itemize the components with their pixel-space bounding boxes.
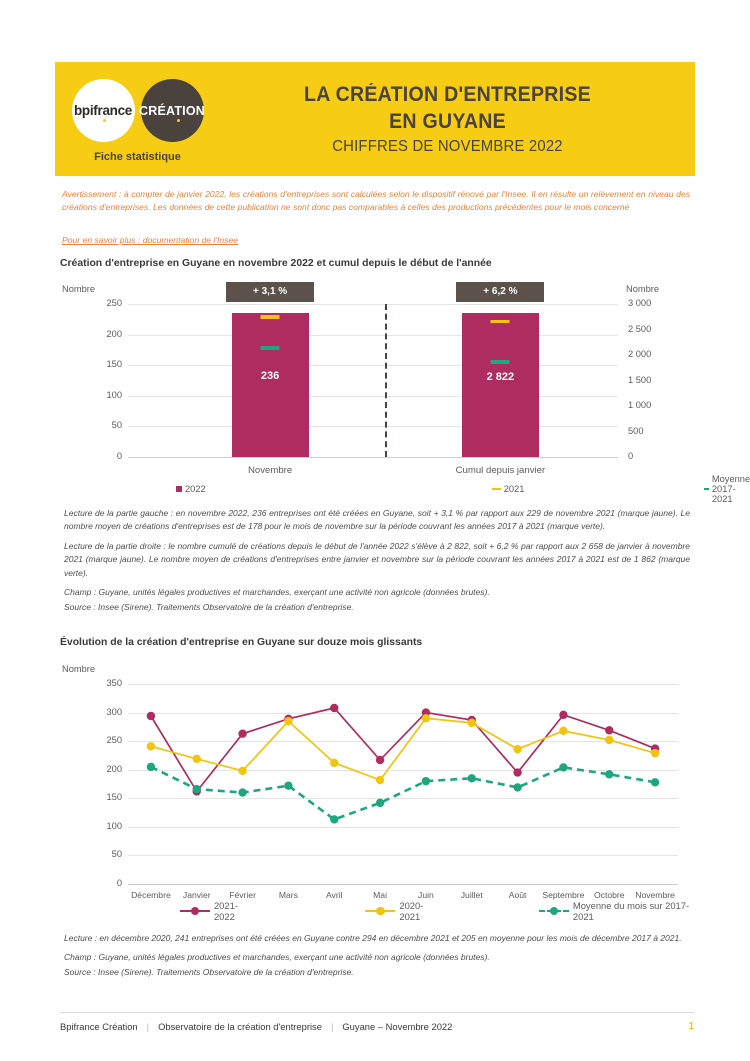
footer-region-period: Guyane – Novembre 2022 (342, 1021, 453, 1032)
chart2-tick-label: 50 (111, 849, 122, 860)
bar-chart-monthly-cumulative (60, 282, 750, 504)
chart2-category-label: Novembre (635, 890, 675, 900)
chart1-left-tick-label: 150 (106, 359, 122, 370)
chart2-category-label: Mai (373, 890, 388, 900)
chart1-right-tick-label: 2 000 (628, 349, 652, 359)
chart1-left-tick-label: 100 (106, 389, 122, 400)
chart2-data-point (193, 755, 201, 763)
chart2-data-point (147, 742, 155, 750)
note-paragraph: Lecture de la partie droite : le nombre cumulé de créations depuis le début de l'année 2022 s'élève à 2 822, soit + 6,2 % par rapport aux 2 658 de janvier à novembre 2021 (marque jaune). Le nombre moyen de créations d'entreprises entre janvier et novembre sur la période couvrant les années 2017 à 2021 est de 1 862 (marque verte). (64, 540, 690, 578)
logo-group (72, 79, 204, 142)
chart1-legend (60, 474, 750, 504)
chart2-category-label: Avril (325, 890, 343, 900)
chart2-category-label: Octobre (593, 890, 625, 900)
chart2-legend-dot-icon (550, 907, 558, 915)
chart2-tick-label: 200 (106, 763, 122, 774)
chart2-data-point (422, 777, 430, 785)
chart2-tick-label: 350 (106, 678, 122, 688)
chart2-data-point (559, 727, 567, 735)
chart1-right-tick-label: 2 500 (628, 323, 652, 334)
chart2-legend-label: 2020-2021 (399, 900, 424, 922)
chart1-legend-marker-icon (492, 488, 501, 491)
chart1-gridline (128, 335, 618, 336)
chart1-legend-label: 2022 (185, 484, 206, 494)
note-paragraph: Lecture de la partie gauche : en novembre 2022, 236 entreprises ont été créées en Guyane, soit + 3,1 % par rapport aux 229 de novembre 2021 (marque jaune). Le nombre moyen de créations d'entreprises est de 178 pour le mois de novembre sur la période couvrant les années 2017 à 2021 (marque verte). (64, 508, 690, 532)
creation-logo-dot-icon (177, 119, 180, 122)
chart2-data-point (513, 745, 521, 753)
chart1-legend-marker-icon (176, 486, 182, 492)
chart1-gridline (128, 304, 618, 305)
chart2-data-point (330, 759, 338, 767)
chart2-legend-label: Moyenne du mois sur 2017-2021 (572, 900, 690, 922)
chart2-tick-label: 0 (116, 878, 122, 888)
section1-notes (64, 507, 690, 615)
chart1-right-tick-label: 1 000 (628, 400, 652, 410)
footer-observatory: Observatoire de la création d'entreprise (158, 1021, 322, 1032)
chart2-axis-caption: Nombre (62, 664, 96, 674)
chart2-data-point (468, 774, 476, 782)
chart2-data-point (238, 788, 246, 796)
chart1-gridline (128, 426, 618, 427)
chart2-data-point (284, 782, 292, 790)
chart2-data-point (193, 785, 201, 793)
header-titles (220, 82, 695, 156)
chart2-data-point (330, 704, 338, 712)
bpifrance-logo-dot-icon (103, 119, 106, 122)
chart1-right-tick-label: 1 500 (628, 374, 652, 385)
chart1-marker-2021 (491, 320, 510, 324)
chart2-data-point (513, 783, 521, 791)
footer-brand: Bpifrance Création (60, 1021, 138, 1032)
chart2-data-point (330, 815, 338, 823)
section2-notes (64, 932, 690, 980)
insee-documentation-link[interactable]: Pour en savoir plus : documentation de l'Insee (62, 235, 239, 245)
chart2-data-point (605, 736, 613, 744)
chart2-legend-item (365, 900, 438, 922)
chart1-variation-badge: + 3,1 % (226, 282, 314, 302)
chart2-data-point (559, 711, 567, 719)
chart1-left-tick-label: 50 (111, 420, 122, 431)
chart2-data-point (238, 730, 246, 738)
chart2-data-point (376, 799, 384, 807)
chart2-series-svg (128, 684, 678, 884)
chart2-data-point (651, 778, 659, 786)
warning-notice: Avertissement : à compter de janvier 2022, les créations d'entreprises sont calculées selon le dispositif rénové par l'Insee. Il en résulte un relèvement en niveau des créations d'entreprises. Les données de cette publication ne sont donc pas comparables à celles des productions précédentes pour le mois concerné (62, 189, 690, 213)
footer-separator-2: | (330, 1021, 334, 1032)
page-footer (60, 1012, 694, 1032)
chart1-legend-marker-icon (704, 488, 709, 491)
chart1-gridline (128, 396, 618, 397)
chart2-tick-label: 100 (106, 820, 122, 831)
chart2-data-point (605, 770, 613, 778)
chart2-data-point (238, 767, 246, 775)
chart1-variation-badge: + 6,2 % (456, 282, 544, 302)
chart1-left-axis-caption: Nombre (62, 284, 96, 294)
chart2-series-line (151, 767, 655, 820)
chart2-category-label: Décembre (131, 890, 171, 900)
chart1-right-tick-label: 3 000 (628, 298, 652, 308)
chart2-tick-label: 250 (106, 735, 122, 746)
chart2-legend-item (539, 900, 694, 922)
chart1-bar-value-label: 236 (260, 370, 280, 383)
page-title-line2: EN GUYANE (389, 109, 506, 133)
chart2-category-label: Février (229, 890, 256, 900)
chart2-legend-dot-icon (376, 907, 384, 915)
chart1-bar-value-label: 2 822 (486, 370, 515, 383)
brand-subtitle: Fiche statistique (94, 151, 181, 163)
note-paragraph: Champ : Guyane, unités légales productives et marchandes, exerçant une activité non agricole (données brutes). (64, 952, 490, 963)
page-subtitle: CHIFFRES DE NOVEMBRE 2022 (332, 137, 563, 155)
creation-logo-icon (141, 79, 204, 142)
chart2-legend-label: 2021-2022 (213, 900, 238, 922)
chart1-marker-2021 (261, 315, 280, 319)
chart1-right-tick-label: 500 (628, 425, 644, 436)
chart2-data-point (559, 763, 567, 771)
line-chart-twelve-months (60, 662, 694, 922)
chart1-category-label: Novembre (247, 465, 293, 476)
chart1-marker-moyenne (261, 346, 280, 350)
chart1-category-label: Cumul depuis janvier (455, 465, 546, 476)
chart1-legend-item (176, 474, 206, 504)
chart1-marker-moyenne (491, 360, 510, 364)
chart2-category-label: Juillet (460, 890, 483, 900)
chart1-gridline (128, 365, 618, 366)
chart2-data-point (376, 756, 384, 764)
chart2-legend-dot-icon (191, 907, 199, 915)
chart1-legend-label: 2021 (503, 484, 525, 494)
chart2-data-point (513, 768, 521, 776)
chart2-data-point (284, 717, 292, 725)
bpifrance-logo-text: bpifrance (73, 103, 133, 118)
chart2-data-point (422, 714, 430, 722)
note-paragraph: Lecture : en décembre 2020, 241 entreprises ont été créées en Guyane contre 294 en décembre 2021 et 205 en moyenne pour les mois de décembre 2017 à 2021. (64, 933, 682, 943)
note-paragraph: Source : Insee (Sirene). Traitements Observatoire de la création d'entreprise. (64, 601, 354, 612)
chart2-data-point (468, 719, 476, 727)
chart1-left-tick-label: 250 (106, 298, 122, 308)
chart2-tick-label: 300 (106, 706, 122, 717)
chart1-bar (232, 313, 309, 457)
chart1-left-tick-label: 0 (116, 451, 122, 461)
chart2-data-point (147, 712, 155, 720)
note-paragraph: Champ : Guyane, unités légales productives et marchandes, exerçant une activité non agricole (données brutes). (64, 587, 490, 598)
chart2-data-point (605, 726, 613, 734)
chart2-legend-item (180, 900, 253, 922)
section1-title: Création d'entreprise en Guyane en novembre 2022 et cumul depuis le début de l'année (60, 258, 492, 269)
chart1-legend-label: Moyenne 2017-2021 (711, 474, 750, 504)
chart1-left-tick-label: 200 (106, 328, 122, 339)
chart2-category-label: Janvier (182, 890, 211, 900)
chart1-bar (462, 313, 539, 457)
chart1-right-tick-label: 0 (628, 451, 634, 461)
page-title-line1: LA CRÉATION D'ENTREPRISE (304, 83, 591, 107)
chart1-legend-item (492, 474, 525, 504)
chart2-category-label: Septembre (542, 890, 585, 900)
note-paragraph: Source : Insee (Sirene). Traitements Observatoire de la création d'entreprise. (64, 966, 354, 977)
chart2-data-point (147, 763, 155, 771)
chart1-right-axis-caption: Nombre (626, 284, 660, 294)
bpifrance-logo-icon (72, 79, 135, 142)
creation-logo-text: CRÉATION (139, 103, 205, 118)
chart2-category-label: Mars (278, 890, 298, 900)
chart1-gridline (128, 457, 618, 458)
footer-separator-1: | (146, 1021, 150, 1032)
brand-block (55, 62, 220, 176)
chart1-legend-item (704, 474, 750, 504)
chart2-gridline (128, 884, 678, 885)
section2-title: Évolution de la création d'entreprise en Guyane sur douze mois glissants (60, 637, 423, 648)
chart2-tick-label: 150 (106, 792, 122, 803)
chart1-section-divider (385, 304, 387, 457)
chart2-category-label: Juin (418, 890, 434, 900)
chart2-data-point (376, 776, 384, 784)
chart2-data-point (651, 749, 659, 757)
page-number: 1 (688, 1021, 694, 1032)
chart2-plot-area (106, 678, 678, 900)
chart2-category-label: Août (508, 890, 527, 900)
header-banner (55, 62, 695, 176)
chart2-legend (120, 900, 694, 922)
